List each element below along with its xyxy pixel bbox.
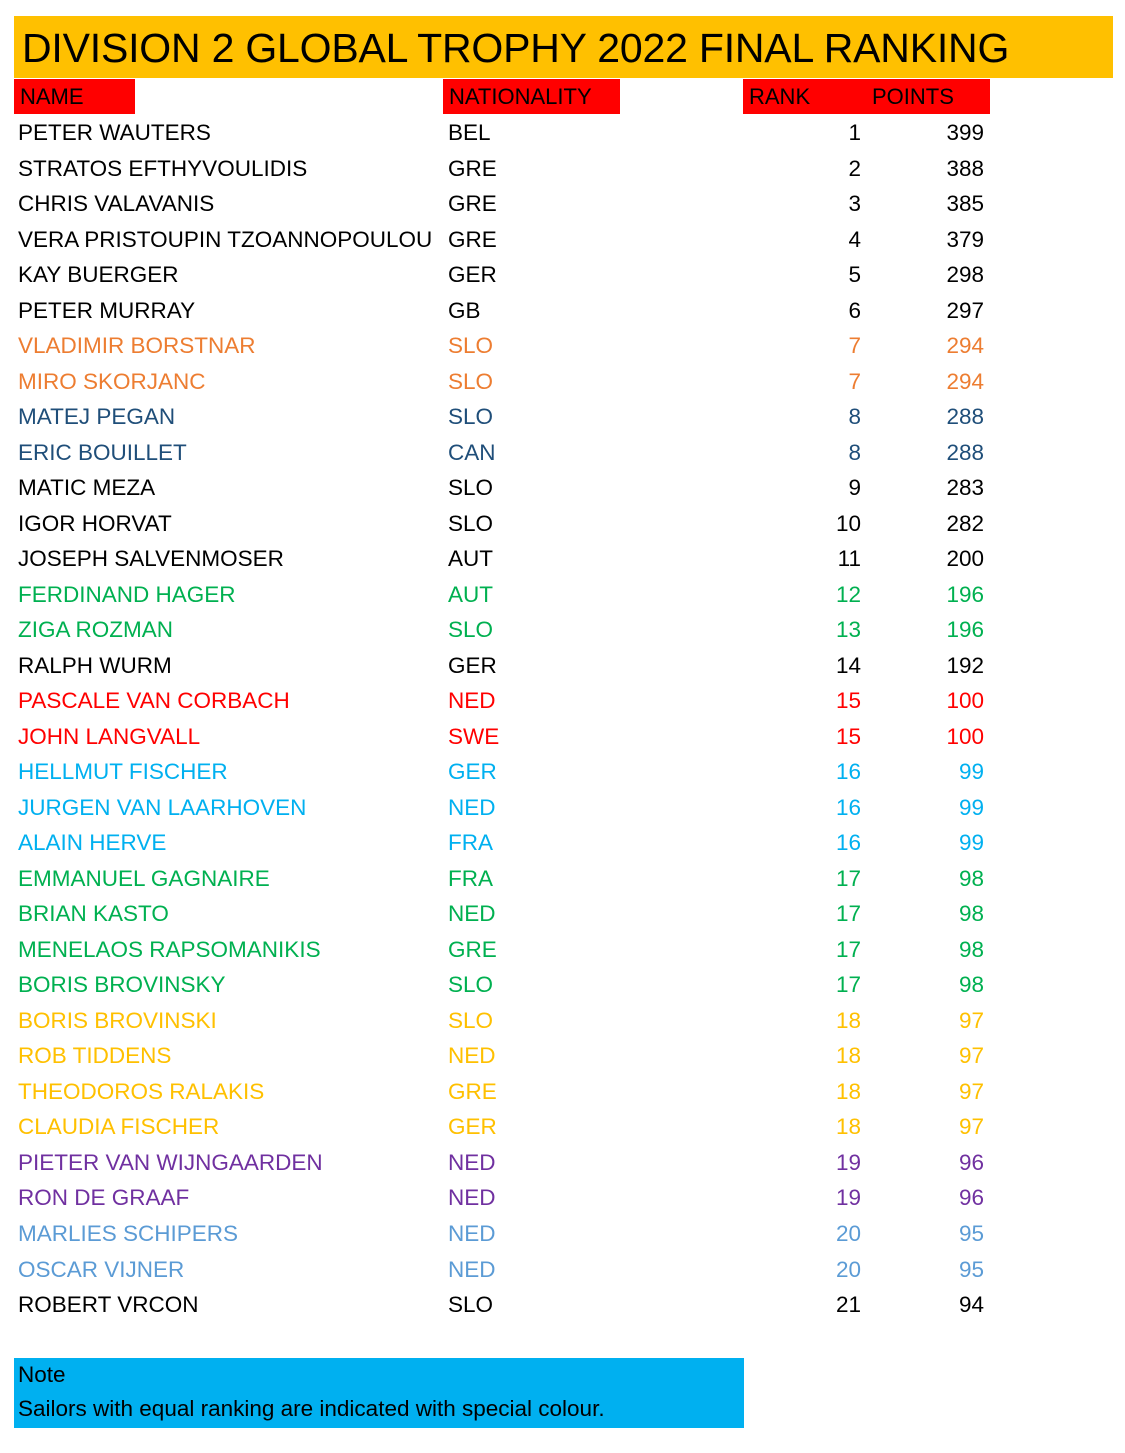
table-row	[0, 683, 1125, 719]
sailor-rank: 20	[835, 1220, 861, 1246]
sailor-nationality: NED	[448, 1185, 496, 1211]
sailor-nationality: NED	[448, 1149, 496, 1175]
table-row	[0, 577, 1125, 613]
sailor-points: 98	[958, 936, 984, 962]
sailor-points: 95	[958, 1220, 984, 1246]
column-header-nationality	[443, 79, 620, 114]
sailor-nationality: FRA	[448, 865, 493, 891]
sailor-name: RALPH WURM	[18, 652, 172, 678]
sailor-name: BORIS BROVINSKY	[18, 972, 226, 998]
sailor-points: 99	[958, 830, 984, 856]
sailor-name: ZIGA ROZMAN	[18, 617, 174, 643]
sailor-name: PIETER VAN WIJNGAARDEN	[18, 1149, 323, 1175]
ranking-table	[0, 115, 1125, 1323]
sailor-rank: 21	[835, 1292, 861, 1318]
table-row	[0, 612, 1125, 648]
note-box	[14, 1358, 744, 1428]
sailor-points: 283	[946, 475, 984, 501]
sailor-rank: 6	[848, 297, 861, 323]
sailor-nationality: NED	[448, 794, 496, 820]
sailor-nationality: AUT	[448, 546, 493, 572]
sailor-rank: 15	[835, 688, 861, 714]
sailor-points: 94	[958, 1292, 984, 1318]
sailor-nationality: FRA	[448, 830, 493, 856]
sailor-points: 99	[958, 759, 984, 785]
sailor-name: RON DE GRAAF	[18, 1185, 190, 1211]
sailor-rank: 17	[835, 865, 861, 891]
title-banner	[14, 16, 1113, 78]
sailor-nationality: SLO	[448, 972, 494, 998]
sailor-name: FERDINAND HAGER	[18, 581, 236, 607]
sailor-rank: 19	[835, 1185, 861, 1211]
table-row	[0, 648, 1125, 684]
sailor-nationality: NED	[448, 901, 496, 927]
sailor-rank: 9	[848, 475, 861, 501]
sailor-rank: 18	[835, 1007, 861, 1033]
sailor-nationality: SLO	[448, 510, 494, 536]
sailor-rank: 16	[835, 794, 861, 820]
table-row	[0, 506, 1125, 542]
page-title: DIVISION 2 GLOBAL TROPHY 2022 FINAL RANKING	[22, 25, 1010, 71]
column-header-nationality-label: NATIONALITY	[449, 84, 592, 109]
sailor-nationality: NED	[448, 1256, 496, 1282]
column-header-name	[14, 79, 135, 114]
table-row	[0, 896, 1125, 932]
sailor-points: 96	[958, 1185, 984, 1211]
sailor-points: 388	[946, 155, 984, 181]
sailor-nationality: SLO	[448, 475, 494, 501]
column-header-rank-points	[743, 79, 990, 114]
sailor-nationality: GRE	[448, 226, 497, 252]
sailor-points: 95	[958, 1256, 984, 1282]
table-row	[0, 1109, 1125, 1145]
sailor-name: MATIC MEZA	[18, 475, 156, 501]
table-row	[0, 151, 1125, 187]
sailor-points: 192	[946, 652, 984, 678]
sailor-points: 379	[946, 226, 984, 252]
sailor-points: 294	[946, 368, 984, 394]
sailor-rank: 12	[835, 581, 861, 607]
sailor-nationality: GB	[448, 297, 481, 323]
sailor-rank: 17	[835, 901, 861, 927]
sailor-nationality: GRE	[448, 936, 497, 962]
table-row	[0, 754, 1125, 790]
sailor-rank: 7	[848, 368, 861, 394]
sailor-rank: 20	[835, 1256, 861, 1282]
sailor-nationality: SLO	[448, 368, 494, 394]
table-row	[0, 435, 1125, 471]
table-row	[0, 115, 1125, 151]
sailor-name: CHRIS VALAVANIS	[18, 191, 215, 217]
sailor-nationality: NED	[448, 1220, 496, 1246]
sailor-name: OSCAR VIJNER	[18, 1256, 185, 1282]
sailor-nationality: GER	[448, 652, 497, 678]
sailor-rank: 2	[848, 155, 861, 181]
sailor-rank: 17	[835, 972, 861, 998]
sailor-rank: 1	[848, 120, 861, 145]
sailor-rank: 18	[835, 1114, 861, 1140]
sailor-points: 196	[946, 617, 984, 643]
table-row	[0, 222, 1125, 258]
sailor-name: MATEJ PEGAN	[18, 404, 176, 430]
sailor-nationality: AUT	[448, 581, 493, 607]
table-row	[0, 967, 1125, 1003]
sailor-name: MARLIES SCHIPERS	[18, 1220, 239, 1246]
sailor-rank: 15	[835, 723, 861, 749]
sailor-nationality: SWE	[448, 723, 500, 749]
sailor-nationality: GER	[448, 1114, 497, 1140]
sailor-points: 282	[946, 510, 984, 536]
sailor-name: ERIC BOUILLET	[18, 439, 187, 465]
table-row	[0, 1252, 1125, 1288]
sailor-nationality: GER	[448, 262, 497, 288]
table-row	[0, 293, 1125, 329]
sailor-nationality: CAN	[448, 439, 496, 465]
sailor-name: BORIS BROVINSKI	[18, 1007, 217, 1033]
table-row	[0, 541, 1125, 577]
sailor-points: 399	[946, 120, 984, 145]
sailor-name: KAY BUERGER	[18, 262, 179, 288]
sailor-nationality: NED	[448, 1043, 496, 1069]
sailor-nationality: SLO	[448, 1292, 494, 1318]
sailor-name: IGOR HORVAT	[18, 510, 172, 536]
sailor-rank: 10	[835, 510, 861, 536]
table-row	[0, 825, 1125, 861]
sailor-rank: 4	[848, 226, 861, 252]
sailor-name: JOSEPH SALVENMOSER	[18, 546, 284, 572]
sailor-name: VLADIMIR BORSTNAR	[18, 333, 256, 359]
sailor-name: ROB TIDDENS	[18, 1043, 172, 1069]
sailor-name: MENELAOS RAPSOMANIKIS	[18, 936, 321, 962]
sailor-name: ROBERT VRCON	[18, 1292, 199, 1318]
sailor-nationality: BEL	[448, 120, 491, 145]
sailor-rank: 5	[848, 262, 861, 288]
table-row	[0, 790, 1125, 826]
table-row	[0, 861, 1125, 897]
sailor-name: EMMANUEL GAGNAIRE	[18, 865, 270, 891]
sailor-points: 100	[946, 723, 984, 749]
sailor-name: JURGEN VAN LAARHOVEN	[18, 794, 307, 820]
sailor-name: PETER WAUTERS	[18, 120, 211, 145]
sailor-nationality: GRE	[448, 1078, 497, 1104]
table-row	[0, 364, 1125, 400]
sailor-name: MIRO SKORJANC	[18, 368, 206, 394]
sailor-points: 294	[946, 333, 984, 359]
table-row	[0, 719, 1125, 755]
sailor-rank: 16	[835, 759, 861, 785]
sailor-nationality: SLO	[448, 617, 494, 643]
sailor-points: 385	[946, 191, 984, 217]
table-row	[0, 1003, 1125, 1039]
sailor-name: VERA PRISTOUPIN TZOANNOPOULOU	[18, 226, 433, 252]
sailor-rank: 16	[835, 830, 861, 856]
sailor-name: PASCALE VAN CORBACH	[18, 688, 290, 714]
sailor-rank: 3	[848, 191, 861, 217]
sailor-rank: 19	[835, 1149, 861, 1175]
table-row	[0, 1180, 1125, 1216]
table-row	[0, 257, 1125, 293]
sailor-rank: 14	[835, 652, 861, 678]
sailor-rank: 7	[848, 333, 861, 359]
note-text: Sailors with equal ranking are indicated with special colour.	[18, 1396, 605, 1421]
sailor-nationality: GRE	[448, 155, 497, 181]
sailor-name: THEODOROS RALAKIS	[18, 1078, 265, 1104]
table-row	[0, 470, 1125, 506]
sailor-nationality: SLO	[448, 1007, 494, 1033]
sailor-points: 97	[958, 1043, 984, 1069]
sailor-rank: 13	[835, 617, 861, 643]
sailor-nationality: GER	[448, 759, 497, 785]
sailor-points: 288	[946, 439, 984, 465]
sailor-name: PETER MURRAY	[18, 297, 196, 323]
table-row	[0, 186, 1125, 222]
sailor-points: 98	[958, 901, 984, 927]
table-row	[0, 932, 1125, 968]
sailor-rank: 8	[848, 439, 861, 465]
table-row	[0, 1216, 1125, 1252]
sailor-nationality: GRE	[448, 191, 497, 217]
sailor-rank: 8	[848, 404, 861, 430]
sailor-points: 98	[958, 865, 984, 891]
column-header-points-label: POINTS	[872, 84, 954, 109]
sailor-name: HELLMUT FISCHER	[18, 759, 228, 785]
sailor-points: 297	[946, 297, 984, 323]
table-row	[0, 328, 1125, 364]
table-row	[0, 1287, 1125, 1323]
sailor-rank: 17	[835, 936, 861, 962]
column-header-name-label: NAME	[20, 84, 84, 109]
sailor-points: 196	[946, 581, 984, 607]
sailor-name: STRATOS EFTHYVOULIDIS	[18, 155, 308, 181]
column-header-rank-label: RANK	[749, 84, 811, 109]
sailor-rank: 18	[835, 1078, 861, 1104]
table-row	[0, 1145, 1125, 1181]
sailor-points: 97	[958, 1078, 984, 1104]
sailor-name: BRIAN KASTO	[18, 901, 169, 927]
sailor-name: ALAIN HERVE	[18, 830, 167, 856]
sailor-points: 97	[958, 1114, 984, 1140]
sailor-points: 96	[958, 1149, 984, 1175]
sailor-points: 100	[946, 688, 984, 714]
sailor-rank: 18	[835, 1043, 861, 1069]
table-row	[0, 399, 1125, 435]
sailor-points: 98	[958, 972, 984, 998]
sailor-points: 99	[958, 794, 984, 820]
sailor-points: 298	[946, 262, 984, 288]
sailor-name: CLAUDIA FISCHER	[18, 1114, 220, 1140]
table-row	[0, 1038, 1125, 1074]
sailor-nationality: SLO	[448, 404, 494, 430]
sailor-points: 97	[958, 1007, 984, 1033]
sailor-nationality: SLO	[448, 333, 494, 359]
table-row	[0, 1074, 1125, 1110]
sailor-points: 288	[946, 404, 984, 430]
note-heading: Note	[18, 1362, 66, 1387]
sailor-nationality: NED	[448, 688, 496, 714]
sailor-rank: 11	[837, 546, 861, 572]
sailor-points: 200	[946, 546, 984, 572]
sailor-name: JOHN LANGVALL	[18, 723, 201, 749]
